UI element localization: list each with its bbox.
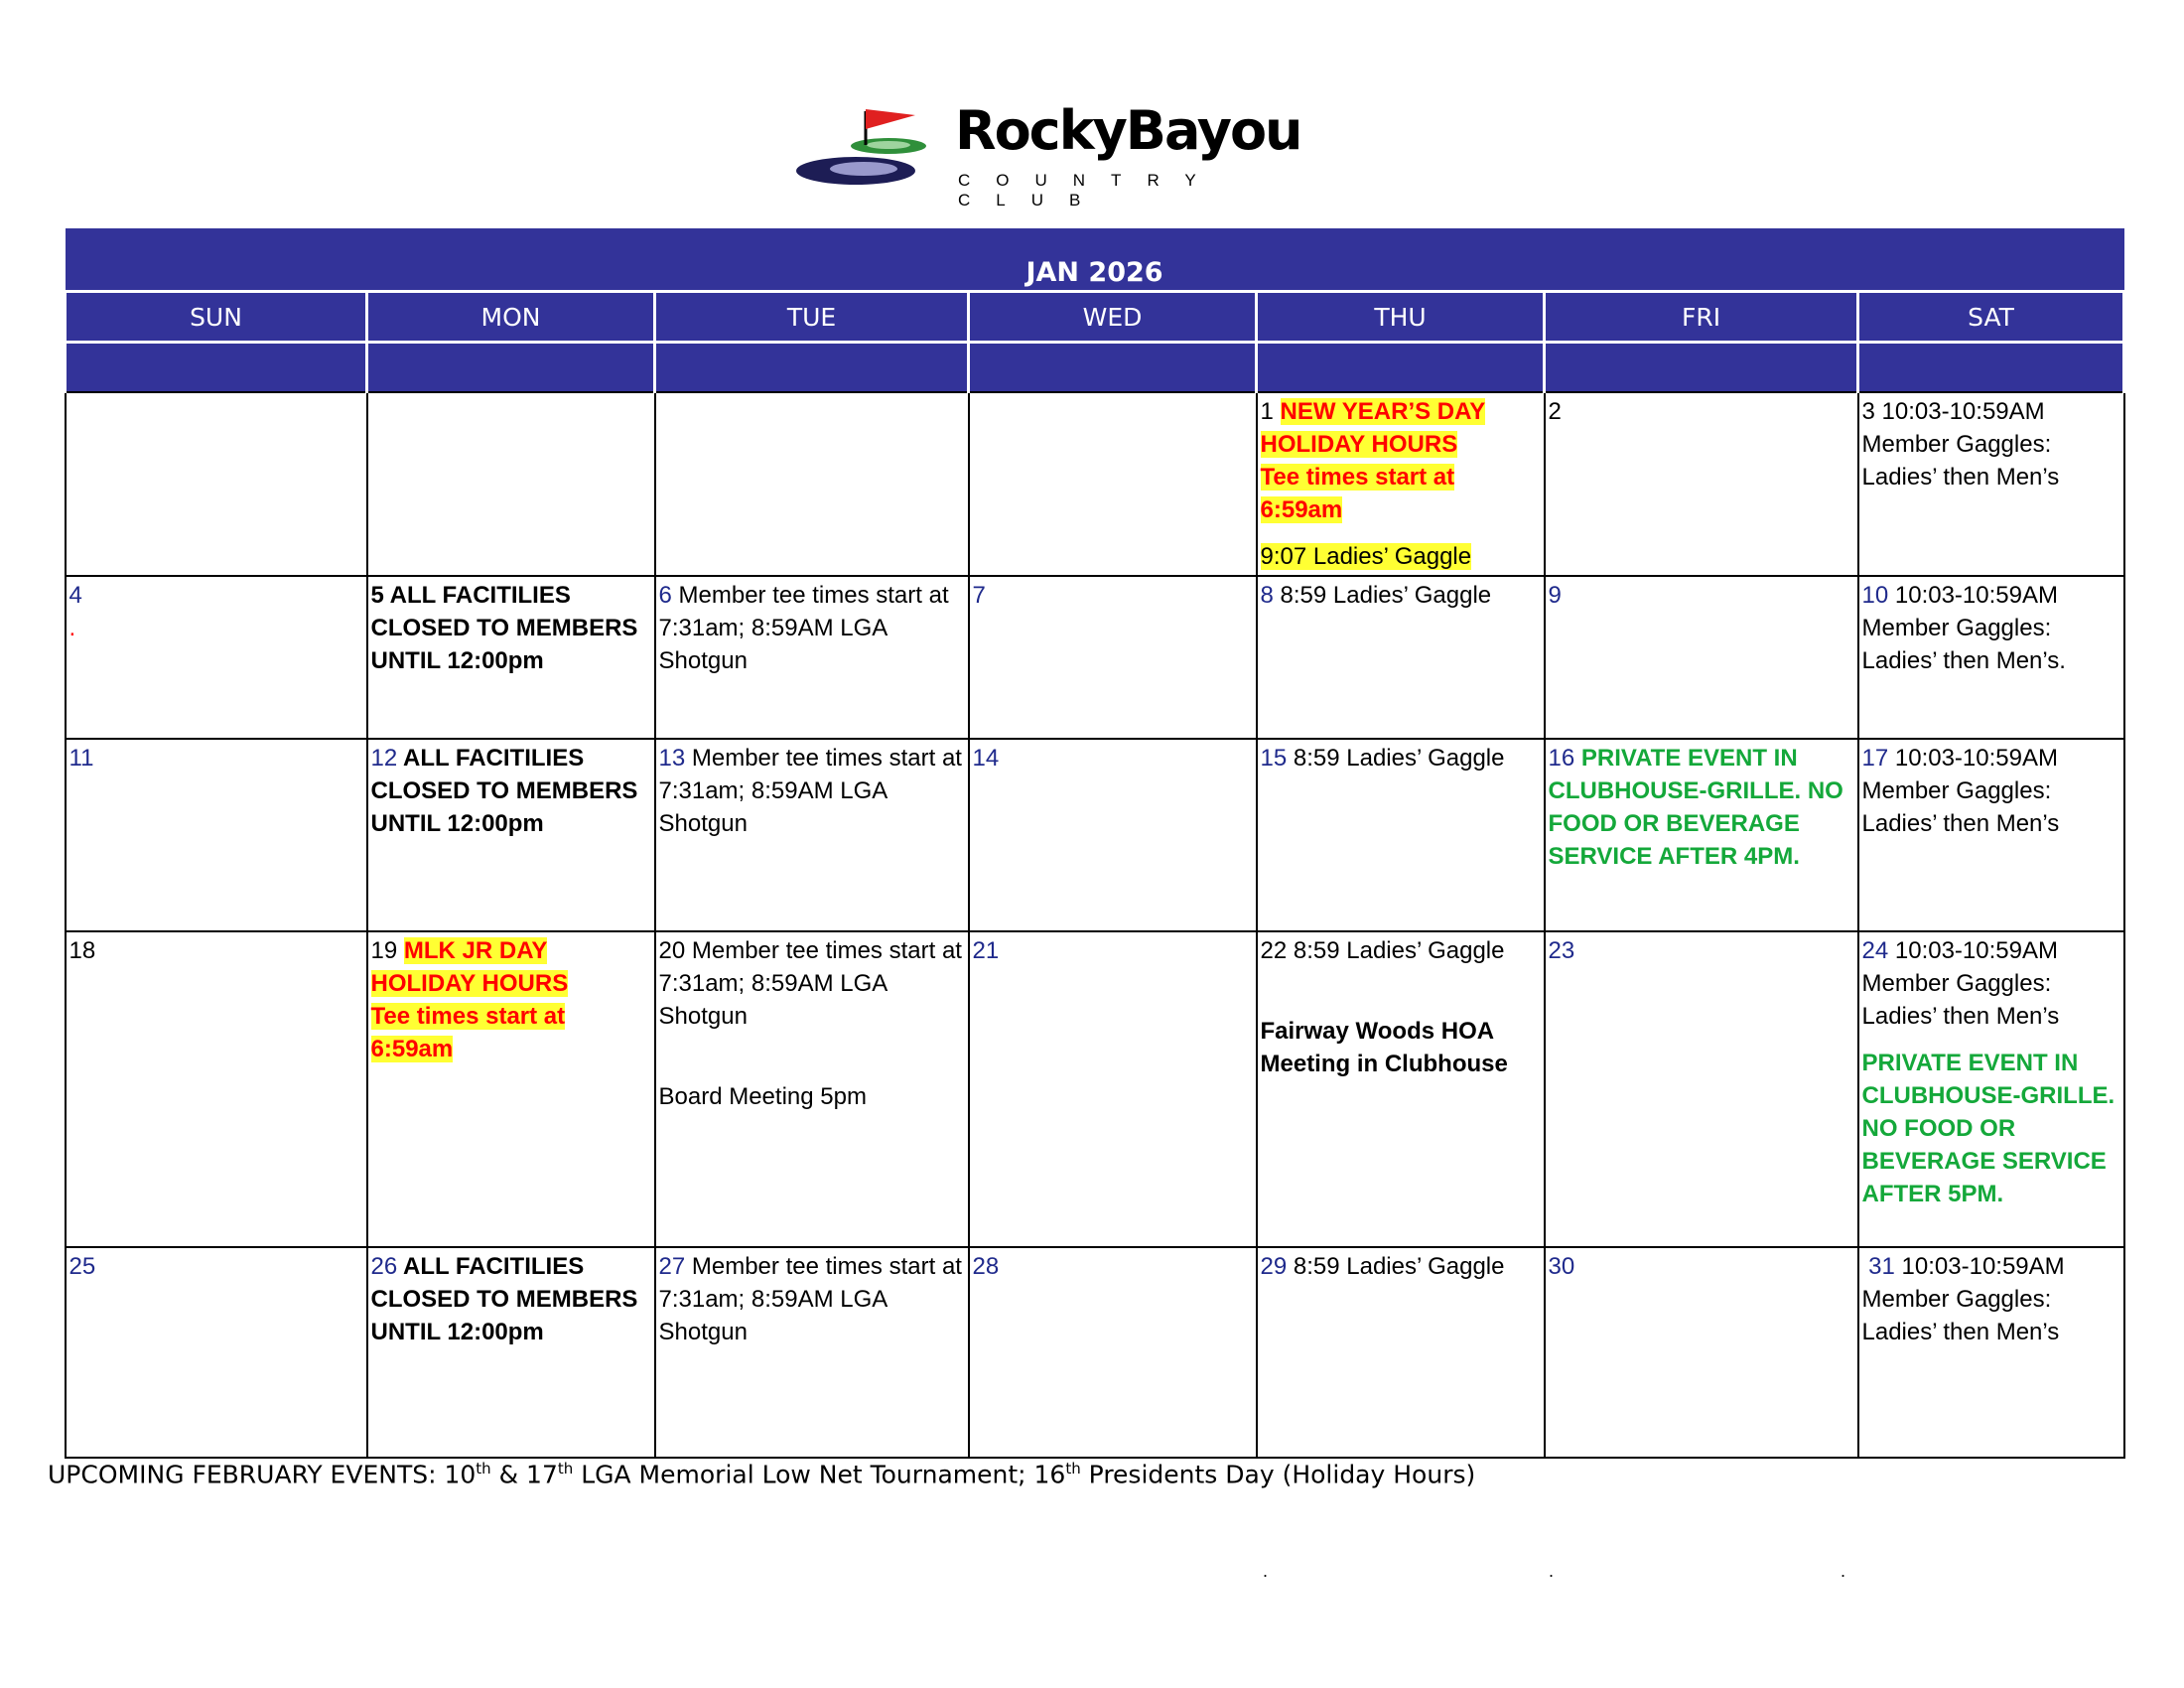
day-number: 26	[370, 1253, 398, 1280]
day-cell-30	[1545, 1247, 1858, 1458]
weekday-mon: MON	[367, 292, 655, 343]
event-text: 10:03-10:59AM Member Gaggles: Ladies’ then Men’s	[1861, 1253, 2065, 1345]
day-cell-15	[1257, 739, 1545, 931]
blank-header-cell	[969, 343, 1257, 393]
blank-header-cell	[1257, 343, 1545, 393]
day-number: 23	[1548, 937, 1575, 964]
day-cell-11	[66, 739, 367, 931]
event-text: 8:59 Ladies’ Gaggle	[1293, 1253, 1505, 1280]
day-cell-14	[969, 739, 1257, 931]
day-number: 9	[1548, 582, 1562, 609]
empty-day-cell	[367, 392, 655, 576]
day-number: 14	[972, 745, 1000, 772]
event-text: 8:59 Ladies’ Gaggle	[1293, 937, 1505, 964]
day-number: 2	[1548, 398, 1562, 425]
day-number: 17	[1861, 745, 1889, 772]
day-number: 5	[370, 582, 384, 609]
footer-sup-2: th	[557, 1460, 574, 1477]
stray-dot: .	[1841, 1561, 1846, 1581]
board-meeting-text: Board Meeting 5pm	[658, 1083, 867, 1110]
day-cell-22	[1257, 931, 1545, 1247]
event-text: Member tee times start at 7:31am; 8:59AM LGA Shotgun	[658, 937, 962, 1030]
private-event-text: PRIVATE EVENT IN CLUBHOUSE-GRILLE. NO FOOD OR BEVERAGE SERVICE AFTER 4PM.	[1548, 745, 1843, 870]
day-number: 31	[1868, 1253, 1895, 1280]
golf-flag-icon	[794, 101, 953, 191]
logo-subtitle: COUNTRY CLUB	[958, 171, 1222, 210]
footer-mid-2: LGA Memorial Low Net Tournament; 16	[573, 1460, 1066, 1489]
day-number: 6	[658, 582, 672, 609]
footer-sup-1: th	[476, 1460, 491, 1477]
day-cell-4	[66, 576, 367, 739]
day-cell-23	[1545, 931, 1858, 1247]
event-text: ALL FACITILIES CLOSED TO MEMBERS UNTIL 12:00pm	[370, 745, 638, 837]
day-cell-12	[367, 739, 655, 931]
logo-name: RockyBayou	[955, 99, 1301, 162]
red-dot-mark: .	[68, 615, 76, 641]
weekday-fri: FRI	[1545, 292, 1858, 343]
holiday-hours: HOLIDAY HOURS	[1260, 431, 1458, 458]
event-text: 10:03-10:59AM Member Gaggles: Ladies’ then Men’s	[1861, 745, 2060, 837]
day-number: 3	[1861, 398, 1875, 425]
hoa-meeting-text: Fairway Woods HOA Meeting in Clubhouse	[1260, 1018, 1508, 1077]
event-text: 8:59 Ladies’ Gaggle	[1293, 745, 1505, 772]
day-number: 24	[1861, 937, 1889, 964]
event-text: 8:59 Ladies’ Gaggle	[1280, 582, 1492, 609]
day-cell-21	[969, 931, 1257, 1247]
day-number: 10	[1861, 582, 1889, 609]
weekday-sat: SAT	[1858, 292, 2124, 343]
day-cell-25	[66, 1247, 367, 1458]
day-cell-16	[1545, 739, 1858, 931]
holiday-tee-times: Tee times start at 6:59am	[1260, 464, 1455, 523]
blank-header-cell	[1858, 343, 2124, 393]
day-number: 7	[972, 582, 986, 609]
day-number: 12	[370, 745, 398, 772]
day-number: 20	[658, 937, 686, 964]
footer-suffix: Presidents Day (Holiday Hours)	[1080, 1460, 1476, 1489]
day-cell-29	[1257, 1247, 1545, 1458]
day-cell-13	[655, 739, 969, 931]
day-number: 13	[658, 745, 686, 772]
footer-mid-1: & 17	[490, 1460, 558, 1489]
event-text: ALL FACITILIES CLOSED TO MEMBERS UNTIL 12:00pm	[370, 582, 638, 674]
day-cell-31	[1858, 1247, 2124, 1458]
event-text: Member tee times start at 7:31am; 8:59AM LGA Shotgun	[658, 582, 949, 674]
day-cell-7	[969, 576, 1257, 739]
weekday-wed: WED	[969, 292, 1257, 343]
holiday-title: NEW YEAR’S DAY	[1280, 398, 1486, 425]
day-number: 18	[68, 937, 96, 964]
day-number: 22	[1260, 937, 1288, 964]
stray-dot: .	[1549, 1561, 1555, 1581]
footer-sup-3: th	[1065, 1460, 1081, 1477]
footer-prefix: UPCOMING FEBRUARY EVENTS: 10	[48, 1460, 477, 1489]
blank-header-cell	[367, 343, 655, 393]
day-number: 8	[1260, 582, 1274, 609]
day-number: 15	[1260, 745, 1288, 772]
day-cell-24	[1858, 931, 2124, 1247]
day-cell-28	[969, 1247, 1257, 1458]
day-number: 25	[68, 1253, 96, 1280]
day-cell-18	[66, 931, 367, 1247]
event-text: Member tee times start at 7:31am; 8:59AM LGA Shotgun	[658, 1253, 962, 1345]
day-cell-2	[1545, 392, 1858, 576]
calendar-table	[64, 228, 2125, 1459]
day-number: 28	[972, 1253, 1000, 1280]
stray-dot: .	[1263, 1561, 1269, 1581]
blank-header-cell	[655, 343, 969, 393]
event-text: ALL FACITILIES CLOSED TO MEMBERS UNTIL 12:00pm	[370, 1253, 638, 1345]
day-cell-26	[367, 1247, 655, 1458]
private-event-text: PRIVATE EVENT IN CLUBHOUSE-GRILLE. NO FOOD OR BEVERAGE SERVICE AFTER 5PM.	[1861, 1050, 2116, 1207]
empty-day-cell	[969, 392, 1257, 576]
blank-header-cell	[1545, 343, 1858, 393]
day-number: 16	[1548, 745, 1575, 772]
day-number: 21	[972, 937, 1000, 964]
day-number: 1	[1260, 398, 1274, 425]
day-number: 19	[370, 937, 398, 964]
holiday-hours: HOLIDAY HOURS	[370, 970, 569, 997]
day-cell-8	[1257, 576, 1545, 739]
club-logo	[794, 99, 1390, 210]
event-text: 9:07 Ladies’ Gaggle	[1260, 543, 1472, 570]
day-cell-9	[1545, 576, 1858, 739]
month-title: JAN 2026	[66, 228, 2124, 292]
day-cell-6	[655, 576, 969, 739]
day-cell-19	[367, 931, 655, 1247]
event-text: 10:03-10:59AM Member Gaggles: Ladies’ then Men’s	[1861, 398, 2060, 491]
event-text: Member tee times start at 7:31am; 8:59AM LGA Shotgun	[658, 745, 962, 837]
day-number: 11	[68, 745, 94, 772]
holiday-title: MLK JR DAY	[403, 937, 548, 964]
weekday-tue: TUE	[655, 292, 969, 343]
upcoming-events-note	[48, 1460, 1475, 1488]
day-cell-5	[367, 576, 655, 739]
day-number: 27	[658, 1253, 686, 1280]
event-text: 10:03-10:59AM Member Gaggles: Ladies’ then Men’s.	[1861, 582, 2066, 674]
day-cell-3	[1858, 392, 2124, 576]
weekday-thu: THU	[1257, 292, 1545, 343]
day-cell-20	[655, 931, 969, 1247]
holiday-tee-times: Tee times start at 6:59am	[370, 1003, 566, 1062]
event-text: 10:03-10:59AM Member Gaggles: Ladies’ then Men’s	[1861, 937, 2060, 1030]
day-cell-17	[1858, 739, 2124, 931]
blank-header-cell	[66, 343, 367, 393]
day-cell-1	[1257, 392, 1545, 576]
day-number: 30	[1548, 1253, 1575, 1280]
day-number: 4	[68, 582, 82, 609]
day-cell-10	[1858, 576, 2124, 739]
day-number: 29	[1260, 1253, 1288, 1280]
empty-day-cell	[66, 392, 367, 576]
weekday-sun: SUN	[66, 292, 367, 343]
empty-day-cell	[655, 392, 969, 576]
day-cell-27	[655, 1247, 969, 1458]
